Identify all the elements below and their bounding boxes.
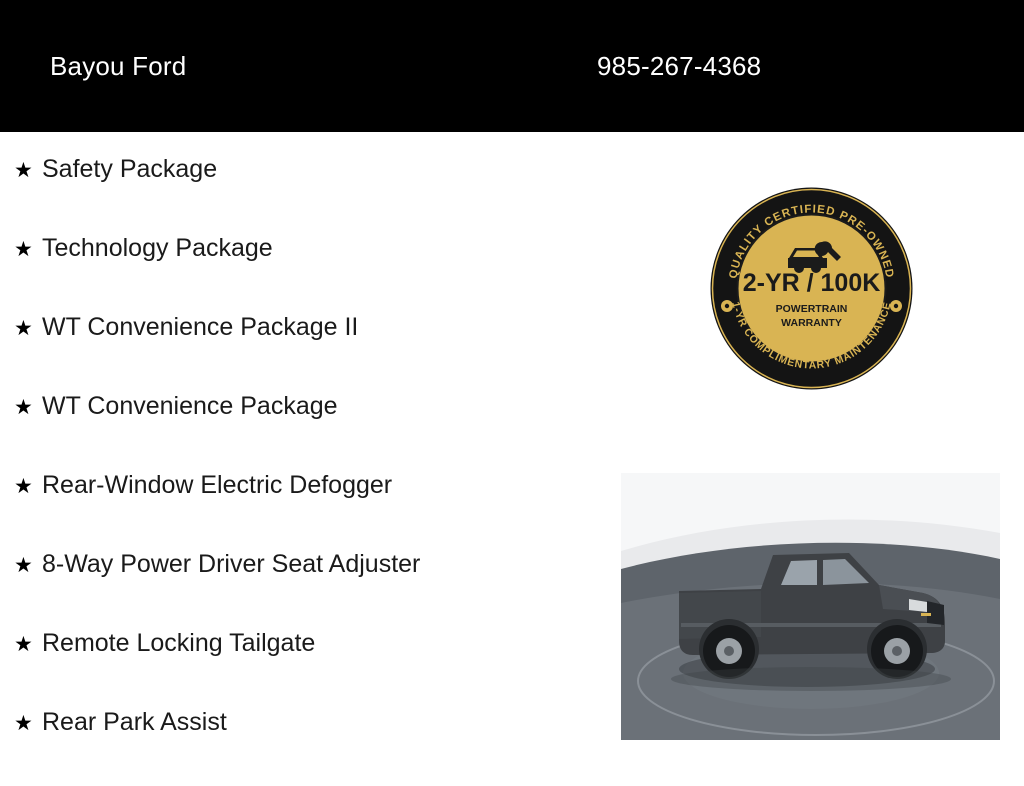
list-item <box>0 154 600 233</box>
badge-arc-bottom-text: 1-YR COMPLIMENTARY MAINTENANCE <box>729 300 894 372</box>
certified-badge <box>709 186 914 391</box>
star-icon: ★ <box>14 396 33 419</box>
certified-badge-icon <box>709 186 914 391</box>
badge-sub-text-2: WARRANTY <box>781 317 842 329</box>
badge-arc-top-text: QUALITY CERTIFIED PRE-OWNED <box>727 203 896 280</box>
star-icon: ★ <box>14 475 33 498</box>
feature-label: Rear Park Assist <box>42 708 227 736</box>
vehicle-photo[interactable] <box>621 473 1000 740</box>
list-item <box>0 233 600 312</box>
star-icon: ★ <box>14 712 33 735</box>
feature-list <box>0 132 600 786</box>
star-icon: ★ <box>14 317 33 340</box>
list-item <box>0 707 600 786</box>
feature-label: Safety Package <box>42 155 218 183</box>
feature-label: WT Convenience Package II <box>42 313 359 341</box>
list-item <box>0 628 600 707</box>
dealer-phone[interactable]: 985-267-4368 <box>597 51 762 81</box>
feature-label: Technology Package <box>42 234 273 262</box>
feature-label: Remote Locking Tailgate <box>42 629 316 657</box>
feature-label: WT Convenience Package <box>42 392 338 420</box>
star-icon: ★ <box>14 554 33 577</box>
list-item <box>0 470 600 549</box>
badge-sub-text-1: POWERTRAIN <box>775 303 848 315</box>
star-icon: ★ <box>14 238 33 261</box>
badge-main-text: 2-YR / 100K <box>742 269 881 297</box>
star-icon: ★ <box>14 159 33 182</box>
vehicle-photo-image <box>621 473 1000 740</box>
list-item <box>0 391 600 470</box>
list-item <box>0 312 600 391</box>
feature-label: Rear-Window Electric Defogger <box>42 471 393 499</box>
page-header <box>0 0 1024 132</box>
star-icon: ★ <box>14 633 33 656</box>
dealer-name: Bayou Ford <box>50 51 187 81</box>
feature-label: 8-Way Power Driver Seat Adjuster <box>42 550 421 578</box>
list-item <box>0 549 600 628</box>
